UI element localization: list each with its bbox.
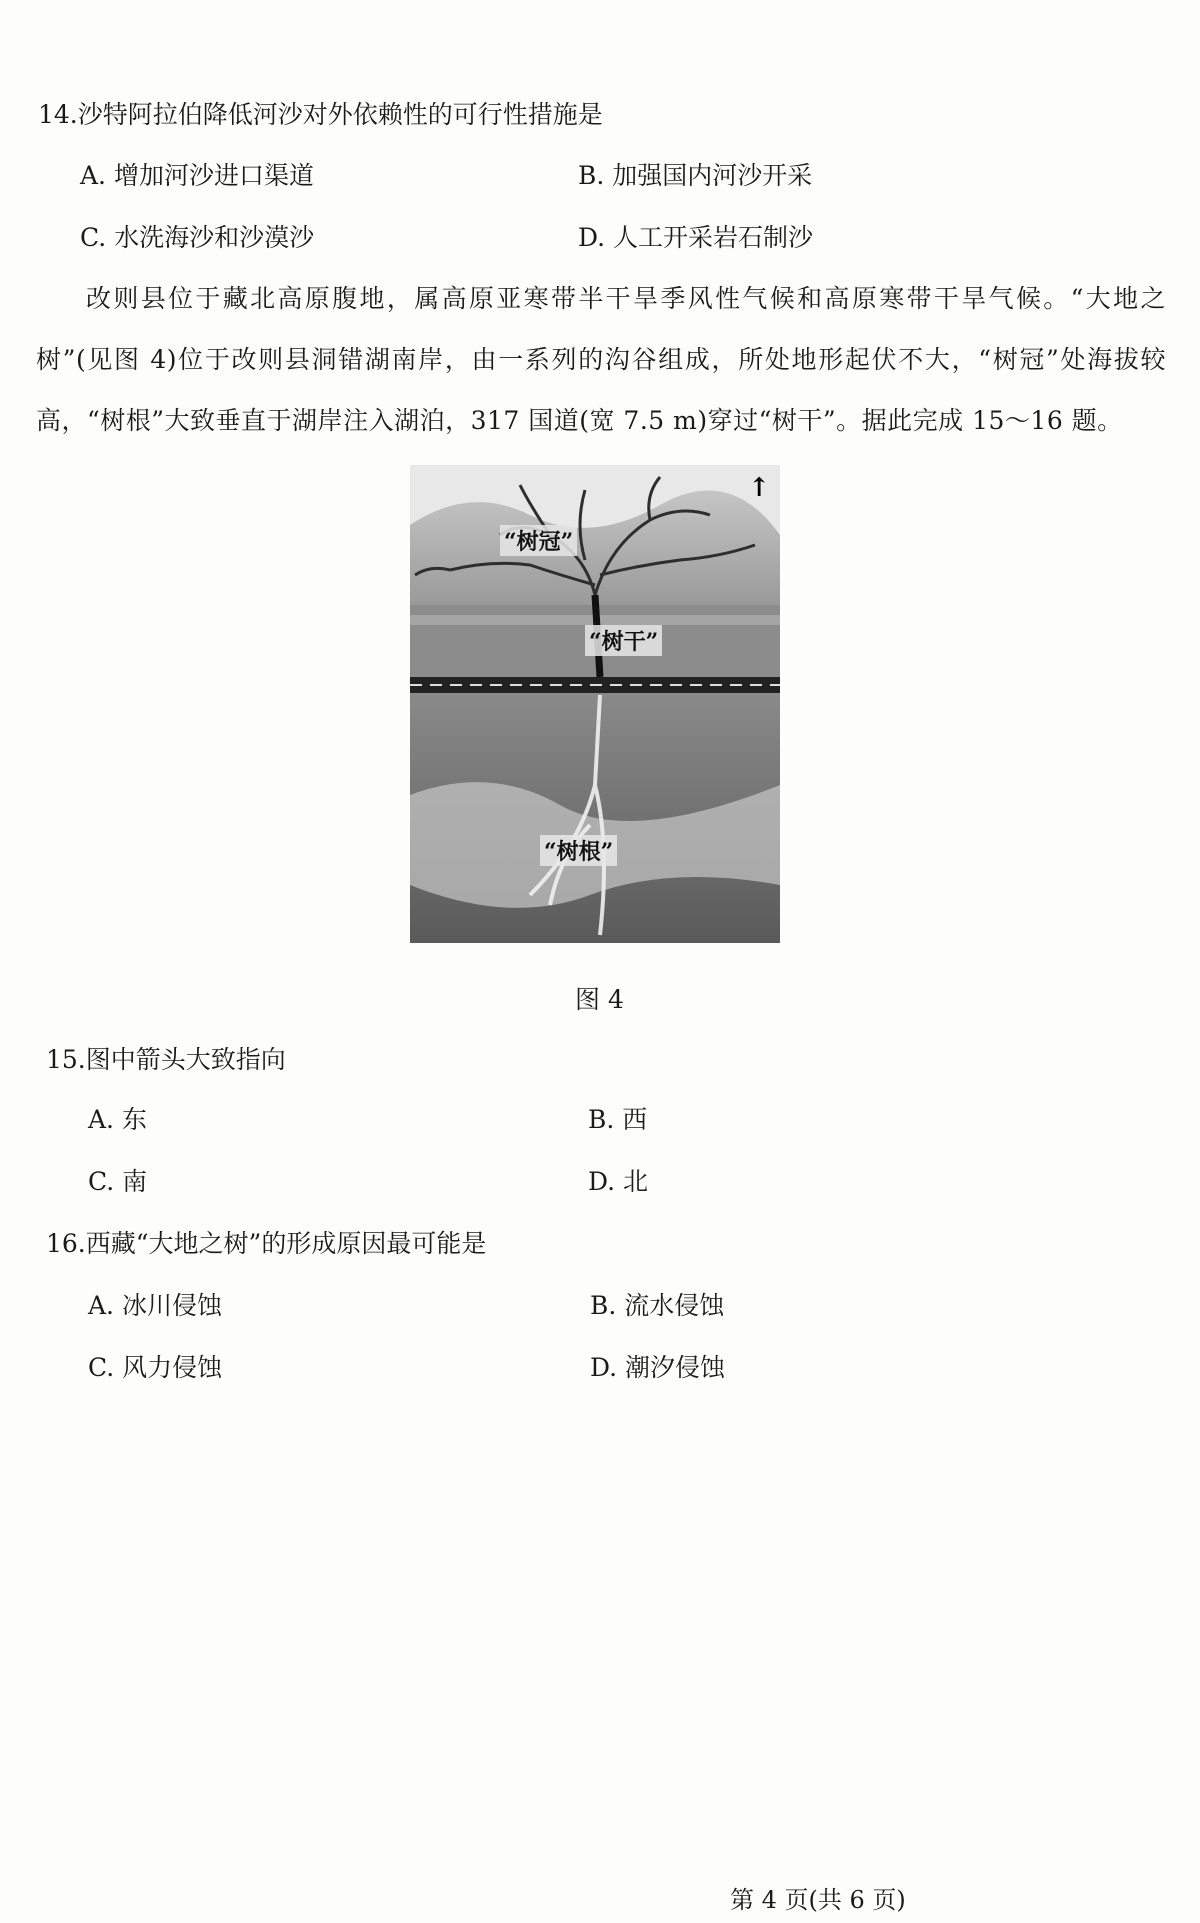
q14-option-b: B. 加强国内河沙开采 (578, 161, 813, 190)
figure-caption: 图 4 (575, 985, 624, 1014)
passage-text: 改则县位于藏北高原腹地，属高原亚寒带半干旱季风性气候和高原寒带干旱气候。“大地之树”(见图 4)位于改则县洞错湖南岸，由一系列的沟谷组成，所处地形起伏不大，“树冠”处海拔较高，“树根”大致垂直于湖岸注入湖泊，317 国道(宽 7.5 m)穿过“树干”。据此完成 15～16 题。 (36, 284, 1166, 435)
q16-option-b: B. 流水侵蚀 (590, 1291, 725, 1320)
q16-option-a: A. 冰川侵蚀 (88, 1291, 222, 1320)
aerial-photo-illustration (410, 465, 780, 943)
page-footer: 第 4 页(共 6 页) (730, 1886, 906, 1914)
q16-option-d: D. 潮汐侵蚀 (590, 1353, 726, 1382)
q14-stem: 14.沙特阿拉伯降低河沙对外依赖性的可行性措施是 (38, 100, 603, 129)
q15-option-c: C. 南 (88, 1167, 148, 1196)
figure-label-trunk: “树干” (585, 625, 662, 656)
q14-option-c: C. 水洗海沙和沙漠沙 (80, 223, 315, 252)
q15-option-a: A. 东 (88, 1105, 147, 1134)
q15-option-d: D. 北 (588, 1167, 649, 1196)
figure-label-root: “树根” (540, 835, 617, 866)
q16-option-c: C. 风力侵蚀 (88, 1353, 223, 1382)
q15-stem: 15.图中箭头大致指向 (46, 1045, 286, 1074)
north-arrow-icon: ↑ (748, 473, 770, 503)
q14-option-a: A. 增加河沙进口渠道 (80, 161, 314, 190)
q15-option-b: B. 西 (588, 1105, 648, 1134)
q14-option-d: D. 人工开采岩石制沙 (578, 223, 814, 252)
figure-label-crown: “树冠” (500, 525, 577, 556)
figure-4-photo (410, 465, 780, 943)
q16-stem: 16.西藏“大地之树”的形成原因最可能是 (46, 1229, 487, 1258)
